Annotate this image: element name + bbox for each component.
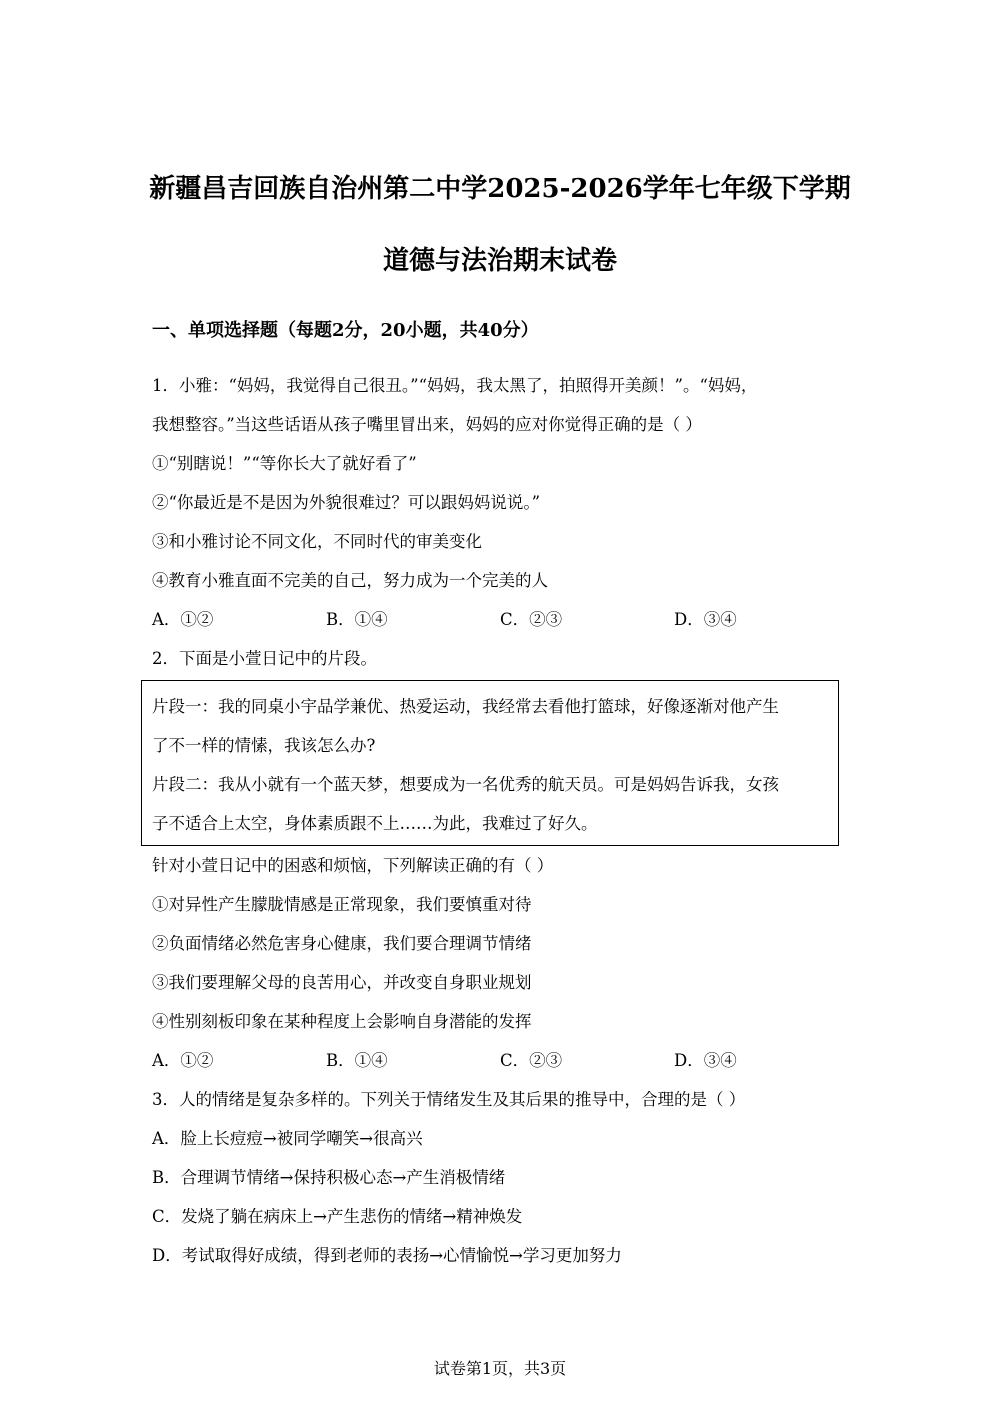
q2-item-1: ①对异性产生朦胧情感是正常现象，我们要慎重对待 (152, 895, 532, 914)
q2-item-4: ④性别刻板印象在某种程度上会影响自身潜能的发挥 (152, 1012, 532, 1031)
q1-stem-line-2: 我想整容。”当这些话语从孩子嘴里冒出来，妈妈的应对你觉得正确的是（ ） (152, 415, 702, 434)
q2-stem: 针对小萱日记中的困惑和烦恼，下列解读正确的有（ ） (152, 856, 554, 875)
q1-option-a: A．①② (152, 610, 214, 629)
q2-option-a: A．①② (152, 1051, 214, 1070)
q2-option-c: C．②③ (500, 1051, 563, 1070)
q1-option-c: C．②③ (500, 610, 563, 629)
page-footer: 试卷第1页，共3页 (433, 1359, 567, 1378)
q3-option-a: A．脸上长痘痘→被同学嘲笑→很高兴 (152, 1129, 423, 1148)
q1-item-4: ④教育小雅直面不完美的自己，努力成为一个完美的人 (152, 571, 548, 590)
q1-option-b: B．①④ (326, 610, 388, 629)
q1-stem-line-1: 1．小雅：“妈妈，我觉得自己很丑。”“妈妈，我太黑了，拍照得开美颜！”。“妈妈， (152, 376, 758, 395)
q2-item-2: ②负面情绪必然危害身心健康，我们要合理调节情绪 (152, 934, 532, 953)
diary-line-1: 片段一：我的同桌小宇品学兼优、热爱运动，我经常去看他打篮球，好像逐渐对他产生 (152, 697, 779, 716)
q2-option-b: B．①④ (326, 1051, 388, 1070)
q1-item-2: ②“你最近是不是因为外貌很难过？可以跟妈妈说说。” (152, 493, 541, 512)
section-heading: 一、单项选择题（每题2分，20小题，共40分） (152, 320, 539, 341)
diary-line-3: 片段二：我从小就有一个蓝天梦，想要成为一名优秀的航天员。可是妈妈告诉我，女孩 (152, 775, 779, 794)
q1-option-d: D．③④ (674, 610, 737, 629)
q3-option-b: B．合理调节情绪→保持积极心态→产生消极情绪 (152, 1168, 506, 1187)
diary-line-2: 了不一样的情愫，我该怎么办? (152, 736, 376, 755)
q3-option-d: D．考试取得好成绩，得到老师的表扬→心情愉悦→学习更加努力 (152, 1246, 622, 1265)
q3-stem: 3．人的情绪是复杂多样的。下列关于情绪发生及其后果的推导中，合理的是（ ） (152, 1090, 746, 1109)
q1-item-1: ①“别瞎说！”“等你长大了就好看了” (152, 454, 417, 473)
diary-line-4: 子不适合上太空，身体素质跟不上……为此，我难过了好久。 (152, 814, 598, 833)
exam-title-line-1: 新疆昌吉回族自治州第二中学2025-2026学年七年级下学期 (149, 174, 851, 204)
exam-title-line-2: 道德与法治期末试卷 (382, 246, 617, 276)
q2-item-3: ③我们要理解父母的良苦用心，并改变自身职业规划 (152, 973, 532, 992)
q1-item-3: ③和小雅讨论不同文化，不同时代的审美变化 (152, 532, 482, 551)
diary-excerpt-box (141, 680, 839, 846)
q2-intro: 2．下面是小萱日记中的片段。 (152, 649, 377, 668)
q2-option-d: D．③④ (674, 1051, 737, 1070)
q3-option-c: C．发烧了躺在病床上→产生悲伤的情绪→精神焕发 (152, 1207, 523, 1226)
